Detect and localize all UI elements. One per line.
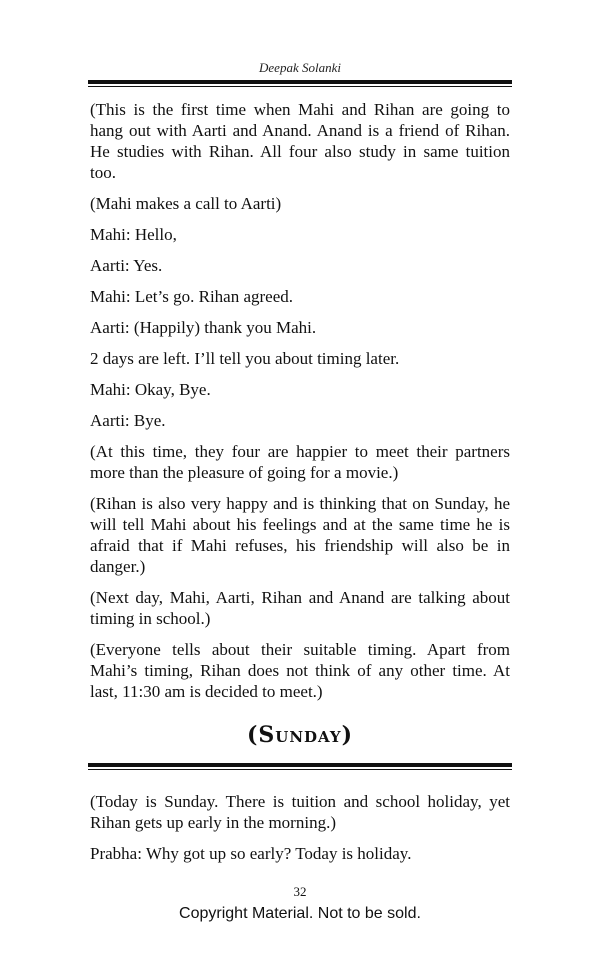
- header-rule: [88, 80, 512, 87]
- section-rule: [88, 763, 512, 770]
- header-rule-thick: [88, 80, 512, 84]
- section-rule-thick: [88, 763, 512, 767]
- body-text-top: [90, 99, 510, 712]
- paragraph: Aarti: Yes.: [90, 256, 163, 275]
- paragraph: (This is the first time when Mahi and Rihan are going to hang out with Aarti and Anand. Anand is a friend of Rihan. He studies with Rihan. All four also study in same tuition too.: [90, 100, 510, 182]
- copyright-footer: Copyright Material. Not to be sold.: [179, 905, 421, 922]
- running-header-author: Deepak Solanki: [259, 60, 341, 75]
- section-title-text: (Sunday): [246, 722, 354, 748]
- paragraph: (Mahi makes a call to Aarti): [90, 194, 282, 213]
- header-rule-thin: [88, 86, 512, 87]
- paragraph: (Next day, Mahi, Aarti, Rihan and Anand are talking about timing in school.): [90, 588, 510, 628]
- paragraph: (At this time, they four are happier to meet their partners more than the pleasure of going for a movie.): [90, 442, 510, 482]
- section-rule-thin: [88, 769, 512, 770]
- paragraph: Aarti: Bye.: [90, 411, 166, 430]
- page-number: 32: [293, 884, 307, 899]
- paragraph: (Everyone tells about their suitable timing. Apart from Mahi’s timing, Rihan does not think of any other time. At last, 11:30 am is decided to meet.): [90, 640, 510, 701]
- paragraph: 2 days are left. I’ll tell you about timing later.: [90, 349, 400, 368]
- paragraph: Mahi: Hello,: [90, 225, 177, 244]
- paragraph: Prabha: Why got up so early? Today is holiday.: [90, 844, 412, 863]
- paragraph: Mahi: Okay, Bye.: [90, 380, 211, 399]
- section-title: [0, 722, 600, 748]
- paragraph: (Rihan is also very happy and is thinking that on Sunday, he will tell Mahi about his feelings and at the same time he is afraid that if Mahi refuses, his friendship will also be in danger.): [90, 494, 510, 576]
- body-text-bottom: [90, 791, 510, 874]
- paragraph: Aarti: (Happily) thank you Mahi.: [90, 318, 317, 337]
- paragraph: Mahi: Let’s go. Rihan agreed.: [90, 287, 294, 306]
- paragraph: (Today is Sunday. There is tuition and school holiday, yet Rihan gets up early in the morning.): [90, 792, 510, 832]
